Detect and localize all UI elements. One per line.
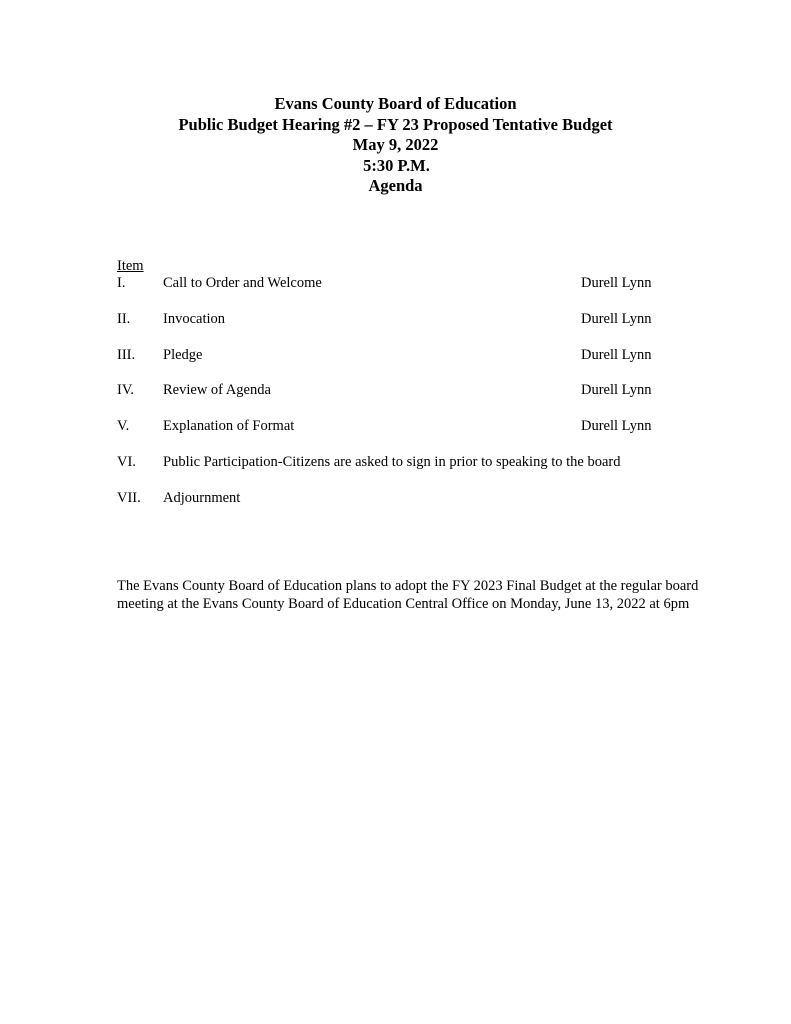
document-header [0, 94, 791, 197]
agenda-item-description: Adjournment [163, 489, 241, 506]
agenda-item [117, 347, 677, 383]
meeting-time: 5:30 P.M. [363, 155, 430, 175]
agenda-item-presenter: Durell Lynn [581, 418, 652, 435]
agenda-item [117, 275, 677, 311]
agenda-item [117, 454, 677, 490]
agenda-item-presenter: Durell Lynn [581, 382, 652, 399]
agenda-item-number: II. [117, 310, 131, 327]
agenda-item-description: Public Participation-Citizens are asked to sign in prior to speaking to the board [163, 453, 621, 470]
agenda-item-number: V. [117, 418, 130, 435]
agenda-item-number: VI. [117, 453, 136, 470]
agenda-item-description: Explanation of Format [163, 418, 295, 435]
agenda-item [117, 311, 677, 347]
agenda-item-presenter: Durell Lynn [581, 310, 652, 327]
budget-adoption-note [117, 577, 757, 613]
agenda-list [117, 258, 677, 526]
agenda-item-description: Call to Order and Welcome [163, 275, 322, 291]
meeting-date: May 9, 2022 [352, 135, 439, 154]
organization-name: Evans County Board of Education [274, 94, 517, 113]
document-title: Agenda [368, 176, 423, 195]
agenda-item-number: VII. [117, 489, 141, 506]
agenda-item-presenter: Durell Lynn [581, 346, 652, 363]
agenda-item [117, 382, 677, 418]
agenda-item-description: Review of Agenda [163, 382, 271, 399]
note-line-1: The Evans County Board of Education plans to adopt the FY 2023 Final Budget at the regular board [117, 578, 699, 594]
agenda-item-description: Pledge [163, 346, 203, 363]
item-column-heading: Item [117, 258, 144, 274]
agenda-item-number: I. [117, 275, 126, 291]
agenda-item-number: IV. [117, 382, 135, 399]
agenda-item-presenter: Durell Lynn [581, 275, 652, 291]
event-title: Public Budget Hearing #2 – FY 23 Proposed Tentative Budget [178, 114, 613, 134]
note-line-2: meeting at the Evans County Board of Education Central Office on Monday, June 13, 2022 at 6pm [117, 596, 690, 612]
agenda-item [117, 418, 677, 454]
agenda-item-description: Invocation [163, 310, 226, 327]
agenda-item-number: III. [117, 346, 136, 363]
agenda-item [117, 490, 677, 526]
